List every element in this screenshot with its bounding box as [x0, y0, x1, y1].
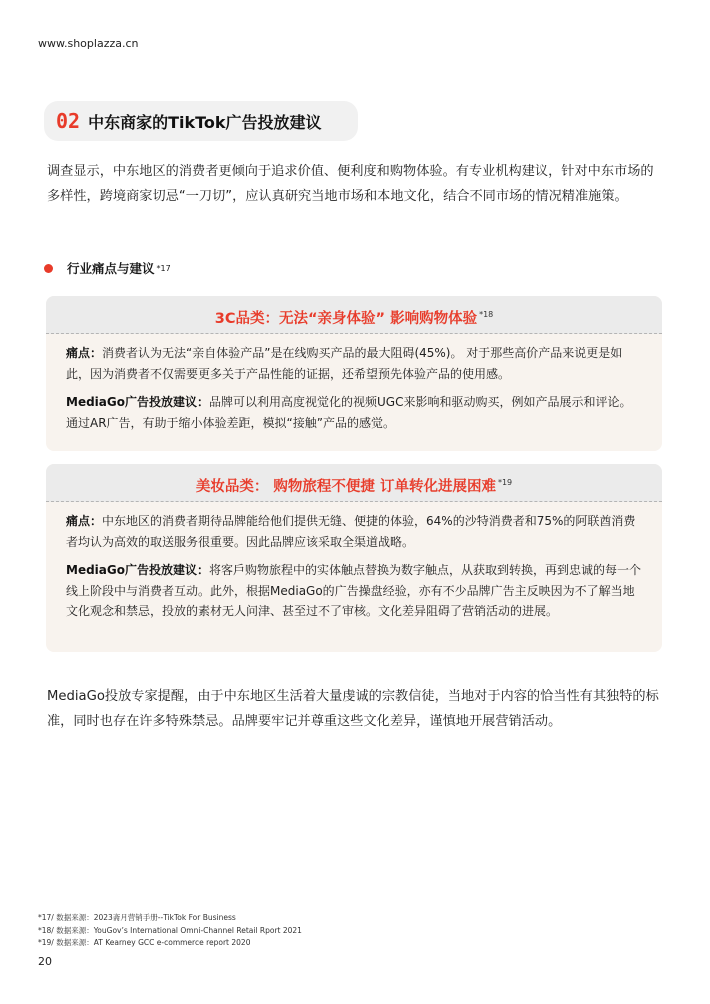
card-title: 3C品类：无法“亲身体验” 影响购物体验 — [214, 310, 478, 327]
advice-text: 品牌可以利用高度视觉化的视频UGC来影响和驱动购买，例如产品展示和评论。 通过AR广告，有助于缩小体验差距，模拟“接触”产品的感觉。 — [66, 395, 632, 430]
advice-label: MediaGo广告投放建议： — [66, 395, 209, 409]
advice-label: MediaGo广告投放建议： — [66, 563, 209, 577]
closing-paragraph: MediaGo投放专家提醒，由于中东地区生活着大量虔诚的宗教信徒，当地对于内容的恰当性有其独特的标准，同时也存在许多特殊禁忌。品牌要牢记并尊重这些文化差异，谨慎地开展营销活动。 — [47, 689, 659, 729]
section-number: 02 — [56, 109, 81, 133]
card-title: 美妆品类： 购物旅程不便捷 订单转化进展困难 — [195, 478, 496, 495]
subheading-ref: *17 — [156, 263, 171, 273]
advice — [66, 560, 642, 622]
footnote: *19/ 数据来源：AT Kearney GCC e-commerce report 2020 — [38, 938, 251, 947]
card-ref: *18 — [479, 310, 494, 319]
section-title-pill — [44, 101, 358, 141]
footnotes — [38, 912, 302, 950]
card-beauty — [46, 464, 662, 652]
card-3c — [46, 296, 662, 451]
pain-text: 消费者认为无法“亲自体验产品”是在线购买产品的最大阻碍(45%)。 对于那些高价产品来说更是如此，因为消费者不仅需要更多关于产品性能的证据，还希望预先体验产品的使用感。 — [66, 346, 623, 381]
footnote: *17/ 数据来源：2023斋月营销手册--TikTok For Business — [38, 913, 236, 922]
card-header — [46, 464, 662, 502]
pain-label: 痛点： — [66, 514, 103, 528]
pain-text: 中东地区的消费者期待品牌能给他们提供无缝、便捷的体验，64%的沙特消费者和75%的阿联酋消费者均认为高效的取送服务很重要。因此品牌应该采取全渠道战略。 — [66, 514, 636, 549]
advice-text: 将客戶购物旅程中的实体触点替换为数字触点，从获取到转换，再到忠诚的每一个线上阶段中与消费者互动。此外，根据MediaGo的广告操盘经验，亦有不少品牌广告主反映因为不了解当地文化观念和禁忌，投放的素材无人问津、甚至过不了审核。文化差异阻碍了营销活动的进展。 — [66, 563, 641, 618]
card-ref: *19 — [497, 478, 513, 487]
footnote: *18/ 数据来源：YouGov’s International Omni-Channel Retail Rport 2021 — [38, 925, 302, 935]
subheading-label: 行业痛点与建议 — [67, 261, 155, 276]
site-url: www.shoplazza.cn — [38, 37, 139, 50]
page-number: 20 — [38, 955, 52, 968]
bullet-dot-icon — [44, 264, 53, 273]
pain-point — [66, 343, 642, 384]
pain-label: 痛点： — [66, 346, 103, 360]
section-title: 中东商家的TikTok广告投放建议 — [88, 112, 322, 132]
card-header — [46, 296, 662, 334]
card-body — [46, 334, 662, 433]
subheading — [44, 259, 171, 277]
pain-point — [66, 511, 642, 552]
card-body — [46, 502, 662, 622]
advice — [66, 392, 642, 433]
intro-paragraph: 调查显示，中东地区的消费者更倾向于追求价值、便利度和购物体验。有专业机构建议，针对中东市场的多样性，跨境商家切忌“一刀切”，应认真研究当地市场和本地文化，结合不同市场的情况精准施策。 — [47, 164, 654, 204]
